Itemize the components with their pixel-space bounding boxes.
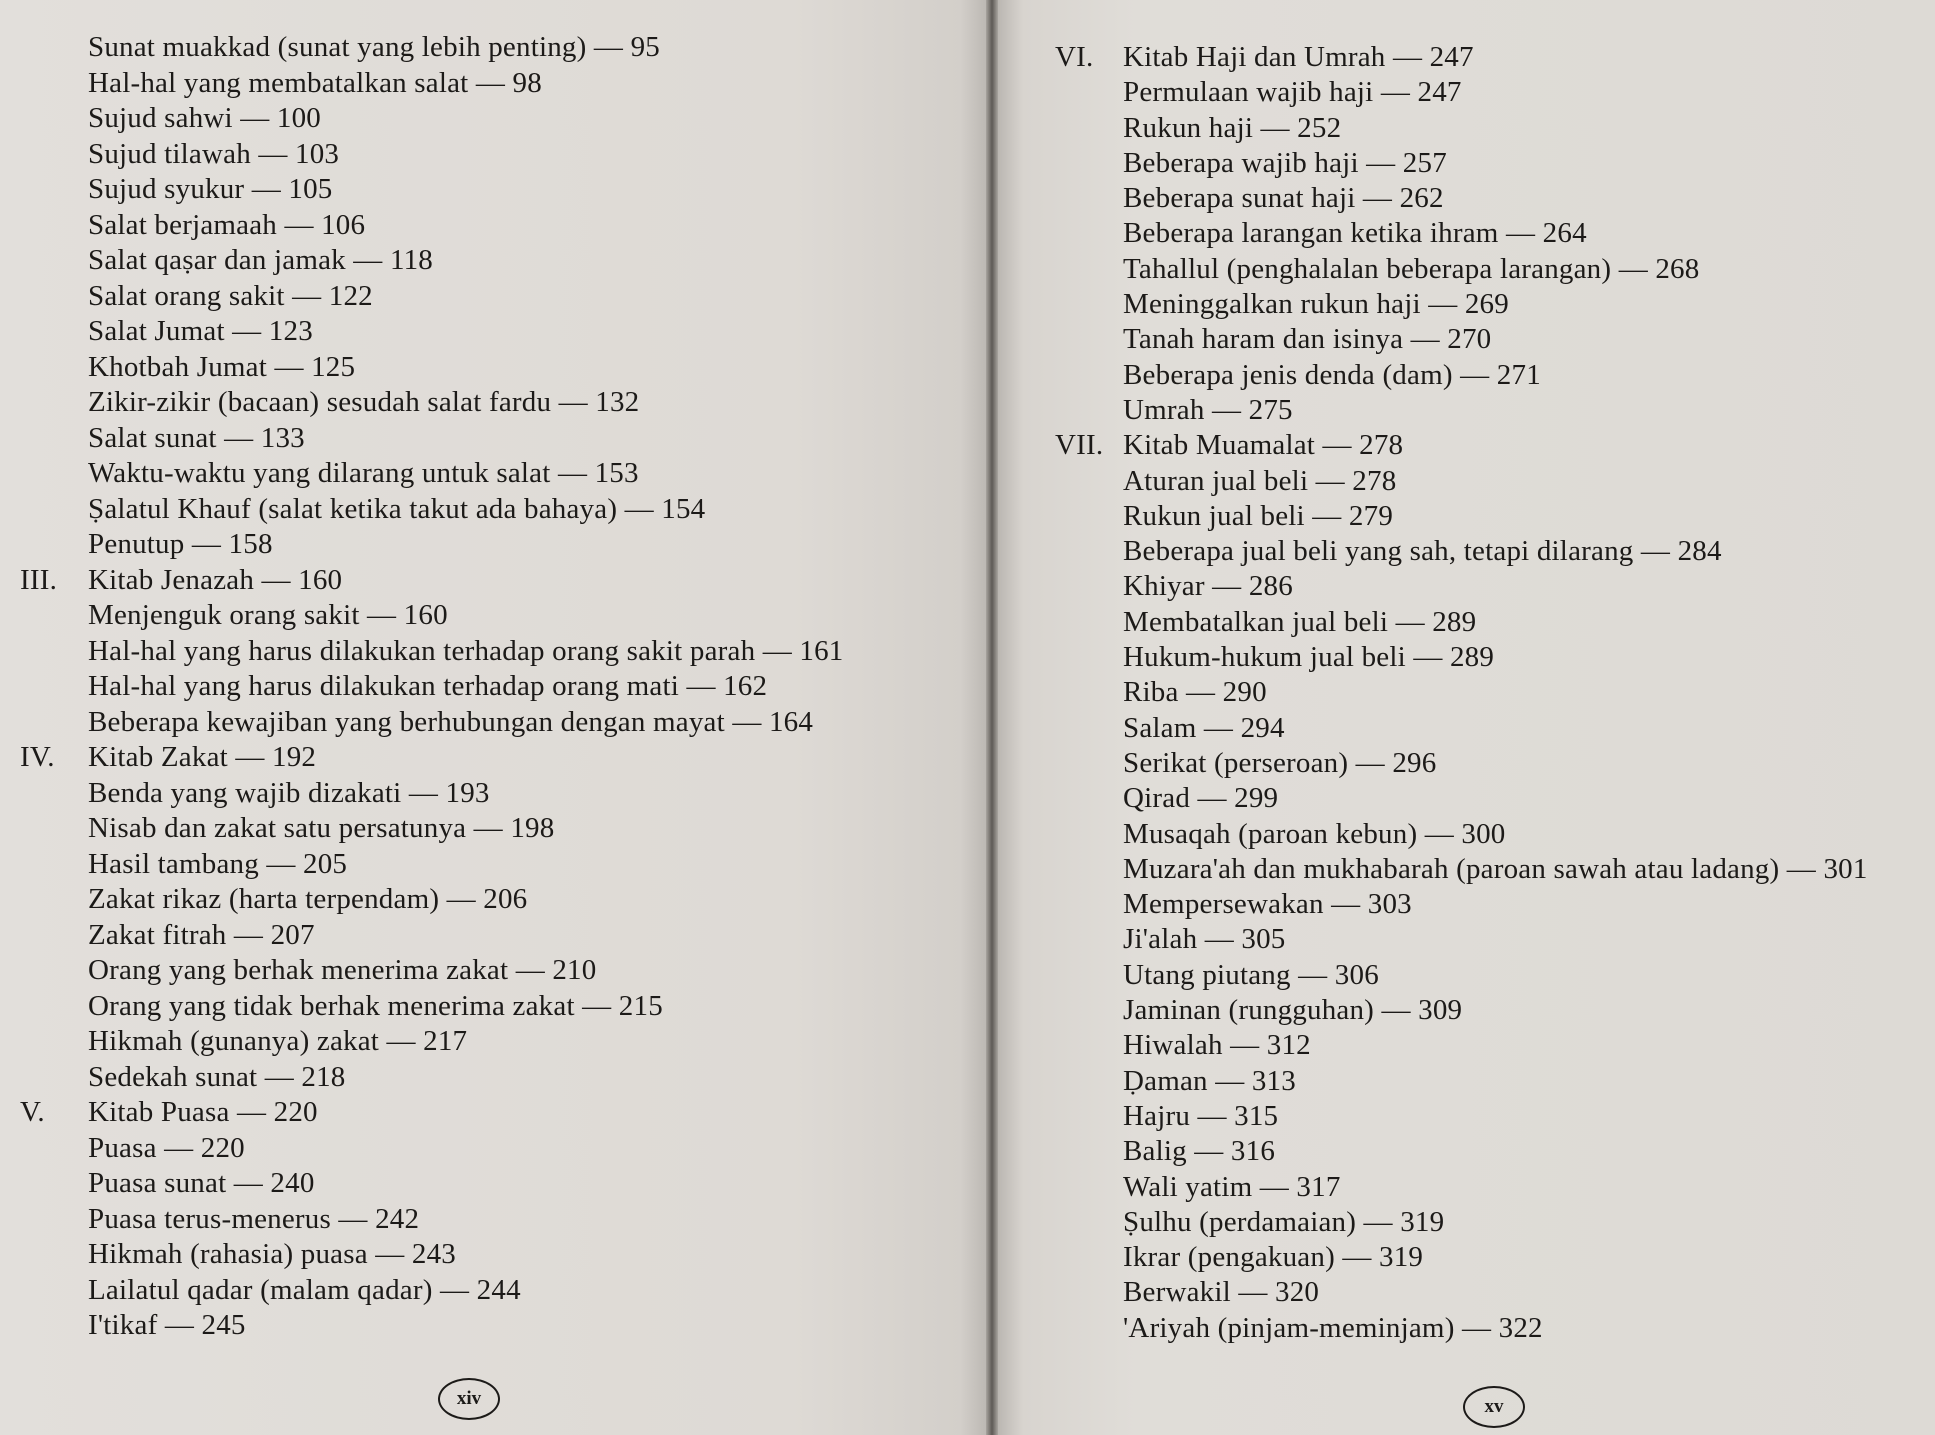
toc-entry-title: Kitab Jenazah — 160 — [88, 563, 343, 596]
toc-entry — [1055, 534, 1868, 569]
toc-entry — [1055, 1311, 1868, 1346]
toc-entry-title: Umrah — 275 — [1123, 393, 1293, 426]
toc-entry-title: Salat sunat — 133 — [88, 421, 305, 454]
toc-entry-title: Hal-hal yang harus dilakukan terhadap orang sakit parah — 161 — [88, 634, 844, 667]
toc-entry-title: Rukun jual beli — 279 — [1123, 499, 1394, 532]
toc-entry — [20, 30, 843, 66]
toc-entry-title: Sunat muakkad (sunat yang lebih penting) — 95 — [88, 31, 660, 63]
toc-entry — [20, 1131, 843, 1167]
toc-entry-title: Sujud sahwi — 100 — [88, 102, 321, 134]
toc-entry-title: Salat qaṣar dan jamak — 118 — [88, 244, 433, 276]
toc-entry — [1055, 75, 1868, 110]
toc-entry-title: Mempersewakan — 303 — [1123, 888, 1412, 921]
toc-entry — [1055, 287, 1868, 322]
toc-entry-title: Wali yatim — 317 — [1123, 1170, 1341, 1203]
toc-entry-title: Beberapa sunat haji — 262 — [1123, 182, 1444, 215]
toc-entry — [20, 847, 843, 883]
toc-entry — [1055, 146, 1868, 181]
toc-entry-title: Utang piutang — 306 — [1123, 958, 1379, 991]
right-page — [995, 0, 1935, 1435]
toc-entry — [1055, 746, 1868, 781]
toc-entry — [20, 563, 843, 599]
toc-entry-title: Balig — 316 — [1123, 1135, 1276, 1168]
toc-entry-title: Musaqah (paroan kebun) — 300 — [1123, 817, 1506, 850]
toc-entry-title: Kitab Haji dan Umrah — 247 — [1123, 41, 1474, 73]
toc-entry — [1055, 1170, 1868, 1205]
toc-entry-title: Salat orang sakit — 122 — [88, 279, 373, 312]
right-toc-list — [1055, 40, 1868, 1346]
toc-entry — [1055, 1205, 1868, 1240]
toc-entry — [1055, 1275, 1868, 1310]
toc-entry-title: Ikrar (pengakuan) — 319 — [1123, 1241, 1424, 1274]
toc-entry — [1055, 1099, 1868, 1134]
toc-entry-title: Hikmah (rahasia) puasa — 243 — [88, 1238, 456, 1270]
toc-entry-title: Ḍaman — 313 — [1123, 1064, 1296, 1097]
toc-entry — [1055, 1240, 1868, 1275]
toc-entry — [1055, 216, 1868, 251]
toc-entry — [1055, 817, 1868, 852]
toc-entry-title: Sujud tilawah — 103 — [88, 137, 340, 170]
toc-entry-title: Permulaan wajib haji — 247 — [1123, 76, 1462, 109]
toc-entry-title: Zikir-zikir (bacaan) sesudah salat fardu — 132 — [88, 386, 640, 418]
toc-entry — [20, 1024, 843, 1060]
toc-entry — [20, 1308, 843, 1344]
toc-entry — [20, 811, 843, 847]
toc-entry — [20, 66, 843, 102]
toc-entry — [20, 918, 843, 954]
toc-entry — [1055, 181, 1868, 216]
toc-entry-title: Beberapa larangan ketika ihram — 264 — [1123, 217, 1587, 250]
toc-entry-title: Berwakil — 320 — [1123, 1276, 1320, 1309]
toc-entry-title: 'Ariyah (pinjam-meminjam) — 322 — [1123, 1311, 1543, 1344]
toc-entry — [1055, 993, 1868, 1028]
toc-entry-title: Serikat (perseroan) — 296 — [1123, 746, 1437, 779]
toc-entry — [1055, 393, 1868, 428]
toc-entry — [20, 243, 843, 279]
toc-entry-title: Tahallul (penghalalan beberapa larangan) — 268 — [1123, 252, 1700, 285]
toc-entry-title: Orang yang tidak berhak menerima zakat — 215 — [88, 989, 663, 1022]
toc-entry — [1055, 852, 1868, 887]
toc-entry-title: Hajru — 315 — [1123, 1099, 1279, 1132]
toc-entry-title: Salam — 294 — [1123, 711, 1285, 744]
toc-entry-title: Membatalkan jual beli — 289 — [1123, 605, 1477, 638]
toc-entry-title: Menjenguk orang sakit — 160 — [88, 599, 448, 631]
toc-entry-title: Meninggalkan rukun haji — 269 — [1123, 288, 1509, 321]
toc-entry-title: Riba — 290 — [1123, 676, 1267, 709]
toc-entry-title: Lailatul qadar (malam qadar) — 244 — [88, 1273, 521, 1306]
toc-entry-title: Hukum-hukum jual beli — 289 — [1123, 641, 1495, 674]
toc-entry-title: Ṣulhu (perdamaian) — 319 — [1123, 1205, 1445, 1238]
toc-entry-title: Salat Jumat — 123 — [88, 315, 313, 347]
toc-entry — [20, 208, 843, 244]
chapter-number: VII. — [1055, 429, 1104, 462]
toc-entry-title: Ṣalatul Khauf (salat ketika takut ada bahaya) — 154 — [88, 492, 706, 525]
toc-entry — [1055, 922, 1868, 957]
toc-entry — [1055, 40, 1868, 75]
toc-entry — [20, 350, 843, 386]
toc-entry-title: Khotbah Jumat — 125 — [88, 350, 356, 383]
toc-entry-title: Benda yang wajib dizakati — 193 — [88, 776, 490, 809]
toc-entry-title: Qirad — 299 — [1123, 782, 1279, 815]
toc-entry — [20, 776, 843, 812]
toc-entry — [20, 172, 843, 208]
toc-entry-title: Beberapa jual beli yang sah, tetapi dilarang — 284 — [1123, 535, 1722, 568]
toc-entry-title: Ji'alah — 305 — [1123, 923, 1286, 956]
toc-entry — [1055, 322, 1868, 357]
toc-entry — [20, 1237, 843, 1273]
toc-entry — [1055, 711, 1868, 746]
toc-entry-title: Orang yang berhak menerima zakat — 210 — [88, 954, 597, 986]
toc-entry-title: Nisab dan zakat satu persatunya — 198 — [88, 812, 555, 844]
toc-entry — [20, 953, 843, 989]
toc-entry — [20, 101, 843, 137]
toc-entry — [1055, 1028, 1868, 1063]
toc-entry — [1055, 111, 1868, 146]
chapter-number: VI. — [1055, 41, 1094, 73]
toc-entry-title: Jaminan (rungguhan) — 309 — [1123, 994, 1463, 1027]
toc-entry — [20, 492, 843, 528]
left-toc-list — [20, 30, 843, 1344]
toc-entry-title: Waktu-waktu yang dilarang untuk salat — 153 — [88, 457, 639, 489]
toc-entry — [20, 137, 843, 173]
toc-entry — [20, 705, 843, 741]
chapter-number: III. — [20, 563, 58, 596]
toc-entry-title: Kitab Zakat — 192 — [88, 741, 317, 773]
toc-entry — [1055, 640, 1868, 675]
toc-entry — [20, 527, 843, 563]
toc-entry-title: Penutup — 158 — [88, 528, 273, 560]
toc-entry — [1055, 887, 1868, 922]
toc-entry — [1055, 569, 1868, 604]
toc-entry — [20, 598, 843, 634]
toc-entry-title: Hal-hal yang harus dilakukan terhadap orang mati — 162 — [88, 670, 768, 702]
toc-entry-title: Hiwalah — 312 — [1123, 1029, 1311, 1062]
toc-entry — [20, 279, 843, 315]
toc-entry — [1055, 499, 1868, 534]
toc-entry-title: Muzara'ah dan mukhabarah (paroan sawah atau ladang) — 301 — [1123, 852, 1868, 885]
toc-entry — [1055, 781, 1868, 816]
toc-entry-title: Aturan jual beli — 278 — [1123, 464, 1397, 497]
book-spine-gutter — [986, 0, 998, 1435]
toc-entry — [20, 1060, 843, 1096]
toc-entry — [1055, 958, 1868, 993]
toc-entry — [1055, 1064, 1868, 1099]
toc-entry — [20, 740, 843, 776]
toc-entry — [1055, 358, 1868, 393]
toc-entry-title: Puasa sunat — 240 — [88, 1167, 315, 1199]
chapter-number: IV. — [20, 741, 55, 773]
toc-entry-title: Salat berjamaah — 106 — [88, 208, 366, 241]
toc-entry-title: Hal-hal yang membatalkan salat — 98 — [88, 66, 542, 99]
toc-entry-title: Tanah haram dan isinya — 270 — [1123, 323, 1492, 356]
toc-entry — [20, 1166, 843, 1202]
toc-entry-title: Sedekah sunat — 218 — [88, 1060, 346, 1093]
left-page-number: xiv — [438, 1378, 500, 1420]
toc-entry — [20, 882, 843, 918]
toc-entry — [20, 421, 843, 457]
toc-entry — [20, 385, 843, 421]
toc-entry — [20, 669, 843, 705]
toc-entry — [20, 1202, 843, 1238]
toc-entry-title: Hikmah (gunanya) zakat — 217 — [88, 1025, 468, 1057]
toc-entry — [20, 456, 843, 492]
toc-entry — [1055, 464, 1868, 499]
toc-entry — [1055, 1134, 1868, 1169]
toc-entry-title: Zakat rikaz (harta terpendam) — 206 — [88, 883, 528, 915]
toc-entry — [1055, 605, 1868, 640]
toc-entry-title: I'tikaf — 245 — [88, 1309, 246, 1341]
toc-entry — [20, 989, 843, 1025]
toc-entry-title: Puasa — 220 — [88, 1131, 245, 1164]
chapter-number: V. — [20, 1096, 45, 1128]
toc-entry-title: Kitab Puasa — 220 — [88, 1096, 318, 1128]
toc-entry-title: Rukun haji — 252 — [1123, 111, 1342, 144]
toc-entry — [20, 1273, 843, 1309]
toc-entry-title: Beberapa kewajiban yang berhubungan dengan mayat — 164 — [88, 705, 814, 738]
toc-entry-title: Beberapa wajib haji — 257 — [1123, 146, 1447, 179]
toc-entry-title: Khiyar — 286 — [1123, 570, 1293, 603]
toc-entry-title: Zakat fitrah — 207 — [88, 918, 315, 951]
toc-entry — [1055, 428, 1868, 463]
toc-entry-title: Puasa terus-menerus — 242 — [88, 1202, 420, 1235]
toc-entry — [1055, 675, 1868, 710]
right-page-number: xv — [1463, 1386, 1525, 1428]
toc-entry — [20, 1095, 843, 1131]
toc-entry — [20, 314, 843, 350]
toc-entry-title: Kitab Muamalat — 278 — [1123, 429, 1404, 462]
toc-entry-title: Beberapa jenis denda (dam) — 271 — [1123, 358, 1541, 391]
toc-entry-title: Sujud syukur — 105 — [88, 173, 333, 205]
toc-entry — [20, 634, 843, 670]
toc-entry-title: Hasil tambang — 205 — [88, 847, 348, 880]
toc-entry — [1055, 252, 1868, 287]
